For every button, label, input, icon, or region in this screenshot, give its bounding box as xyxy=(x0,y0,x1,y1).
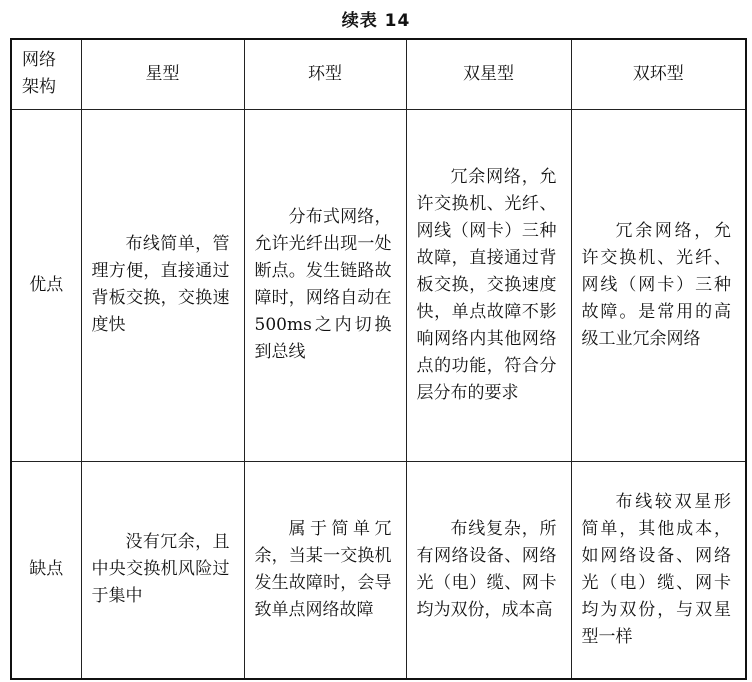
corner-header xyxy=(11,39,81,109)
column-header-ring: 环型 xyxy=(244,39,406,109)
column-header-dual-ring: 双环型 xyxy=(571,39,746,109)
column-header-dual-star: 双星型 xyxy=(406,39,571,109)
table-title: 续表 14 xyxy=(341,11,411,31)
cell-text: 分布式网络，允许光纤出现一处断点。发生链路故障时，网络自动在500ms之内切换到总线 xyxy=(254,207,392,362)
cell-disadvantages-dual-star xyxy=(406,461,571,679)
cell-disadvantages-star xyxy=(81,461,244,679)
cell-advantages-ring xyxy=(244,109,406,461)
cell-advantages-dual-star xyxy=(406,109,571,461)
cell-text: 冗余网络，允许交换机、光纤、网线（网卡）三种故障。是常用的高级工业冗余网络 xyxy=(581,220,731,349)
row-header-disadvantages: 缺点 xyxy=(11,461,81,679)
cell-advantages-star xyxy=(81,109,244,461)
cell-text: 布线较双星形简单，其他成本，如网络设备、网络光（电）缆、网卡均为双份，与双星型一样 xyxy=(581,491,731,647)
table-row-advantages xyxy=(11,109,746,461)
cell-disadvantages-dual-ring xyxy=(571,461,746,679)
cell-text: 布线简单，管理方便，直接通过背板交换，交换速度快 xyxy=(91,234,230,335)
cell-text: 没有冗余，且中央交换机风险过于集中 xyxy=(91,532,230,607)
header-row xyxy=(11,39,746,109)
table-row-disadvantages xyxy=(11,461,746,679)
cell-advantages-dual-ring xyxy=(571,109,746,461)
network-topology-table xyxy=(10,38,747,680)
cell-disadvantages-ring xyxy=(244,461,406,679)
row-header-advantages: 优点 xyxy=(11,109,81,461)
column-header-star: 星型 xyxy=(81,39,244,109)
corner-label: 网络架构 xyxy=(22,50,56,98)
cell-text: 属于简单冗余，当某一交换机发生故障时，会导致单点网络故障 xyxy=(254,518,392,620)
cell-text: 布线复杂，所有网络设备、网络光（电）缆、网卡均为双份，成本高 xyxy=(416,518,557,620)
cell-text: 冗余网络，允许交换机、光纤、网线（网卡）三种故障，直接通过背板交换，交换速度快，单点故障不影响网络内其他网络点的功能，符合分层分布的要求 xyxy=(416,166,557,403)
